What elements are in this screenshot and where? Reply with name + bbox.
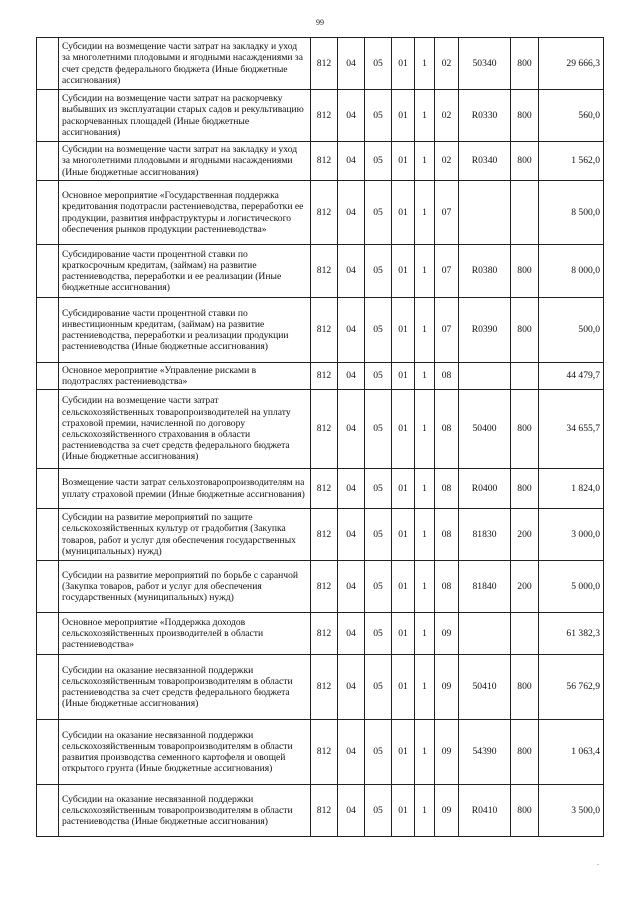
row-code-cell-c6: 08 <box>435 390 459 469</box>
row-blank-cell <box>37 142 59 181</box>
row-amount-cell: 3 500,0 <box>539 785 604 837</box>
row-code-cell-c5: 1 <box>415 245 435 298</box>
row-code-cell-c8: 800 <box>511 298 539 363</box>
row-code-cell-c2: 04 <box>338 363 365 390</box>
row-code-cell-c4: 01 <box>392 142 415 181</box>
row-code-cell-c2: 04 <box>338 655 365 720</box>
row-code-cell-c5: 1 <box>415 142 435 181</box>
row-code-cell-c8 <box>511 363 539 390</box>
row-blank-cell <box>37 613 59 655</box>
row-code-cell-c1: 812 <box>311 90 338 142</box>
row-code-cell-c6: 08 <box>435 509 459 561</box>
row-code-cell-c6: 09 <box>435 655 459 720</box>
row-code-cell-c2: 04 <box>338 245 365 298</box>
row-code-cell-c4: 01 <box>392 298 415 363</box>
row-code-cell-c8: 800 <box>511 245 539 298</box>
table-row <box>37 561 604 613</box>
table-row <box>37 245 604 298</box>
row-code-cell-c6: 09 <box>435 785 459 837</box>
row-blank-cell <box>37 561 59 613</box>
row-code-cell-c4: 01 <box>392 509 415 561</box>
row-code-cell-c1: 812 <box>311 785 338 837</box>
row-name-cell: Основное мероприятие «Государственная поддержка кредитования подотрасли растениеводства, переработки ее продукции, развития инфраструктуры и логистического обеспечения рынков продукции растениеводства» <box>59 181 311 245</box>
row-blank-cell <box>37 90 59 142</box>
row-amount-cell: 560,0 <box>539 90 604 142</box>
row-code-cell-c3: 05 <box>365 785 392 837</box>
row-code-cell-c8 <box>511 181 539 245</box>
row-code-cell-c5: 1 <box>415 363 435 390</box>
table-row <box>37 390 604 469</box>
row-code-cell-c2: 04 <box>338 613 365 655</box>
row-amount-cell: 1 562,0 <box>539 142 604 181</box>
row-code-cell-c6: 08 <box>435 469 459 509</box>
row-code-cell-c2: 04 <box>338 561 365 613</box>
row-code-cell-c3: 05 <box>365 181 392 245</box>
row-blank-cell <box>37 469 59 509</box>
row-code-cell-c3: 05 <box>365 561 392 613</box>
row-code-cell-c8: 800 <box>511 390 539 469</box>
row-code-cell-c7: R0340 <box>459 142 511 181</box>
row-code-cell-c7 <box>459 363 511 390</box>
row-code-cell-c1: 812 <box>311 181 338 245</box>
row-code-cell-c4: 01 <box>392 613 415 655</box>
row-amount-cell: 8 500,0 <box>539 181 604 245</box>
row-code-cell-c8: 800 <box>511 655 539 720</box>
row-code-cell-c1: 812 <box>311 469 338 509</box>
row-code-cell-c4: 01 <box>392 38 415 90</box>
row-code-cell-c6: 07 <box>435 181 459 245</box>
row-code-cell-c3: 05 <box>365 613 392 655</box>
row-code-cell-c3: 05 <box>365 720 392 785</box>
row-code-cell-c4: 01 <box>392 561 415 613</box>
row-blank-cell <box>37 38 59 90</box>
row-code-cell-c2: 04 <box>338 38 365 90</box>
row-name-cell: Основное мероприятие «Поддержка доходов сельскохозяйственных производителей в области растениеводства» <box>59 613 311 655</box>
row-code-cell-c8: 800 <box>511 720 539 785</box>
row-blank-cell <box>37 181 59 245</box>
row-code-cell-c7 <box>459 613 511 655</box>
row-code-cell-c6: 02 <box>435 90 459 142</box>
row-code-cell-c3: 05 <box>365 90 392 142</box>
row-code-cell-c8: 200 <box>511 509 539 561</box>
row-name-cell: Субсидии на оказание несвязанной поддержки сельскохозяйственным товаропроизводителям в области развития производства семенного картофеля и овощей открытого грунта (Иные бюджетные ассигнования) <box>59 720 311 785</box>
table-row <box>37 363 604 390</box>
row-code-cell-c5: 1 <box>415 469 435 509</box>
table-row <box>37 785 604 837</box>
row-code-cell-c5: 1 <box>415 181 435 245</box>
row-code-cell-c7 <box>459 181 511 245</box>
row-code-cell-c8: 800 <box>511 469 539 509</box>
row-blank-cell <box>37 509 59 561</box>
row-amount-cell: 29 666,3 <box>539 38 604 90</box>
row-blank-cell <box>37 785 59 837</box>
row-code-cell-c5: 1 <box>415 720 435 785</box>
row-code-cell-c3: 05 <box>365 390 392 469</box>
row-code-cell-c6: 02 <box>435 142 459 181</box>
row-name-cell: Субсидии на возмещение части затрат на раскорчевку выбывших из эксплуатации старых садов и рекультивацию раскорчеванных площадей (Иные бюджетные ассигнования) <box>59 90 311 142</box>
row-amount-cell: 500,0 <box>539 298 604 363</box>
row-code-cell-c1: 812 <box>311 390 338 469</box>
row-code-cell-c1: 812 <box>311 298 338 363</box>
row-code-cell-c7: 81830 <box>459 509 511 561</box>
table-row <box>37 38 604 90</box>
row-code-cell-c2: 04 <box>338 90 365 142</box>
budget-table <box>36 37 604 837</box>
row-code-cell-c5: 1 <box>415 90 435 142</box>
row-code-cell-c7: 50400 <box>459 390 511 469</box>
table-row <box>37 655 604 720</box>
row-code-cell-c4: 01 <box>392 720 415 785</box>
row-code-cell-c2: 04 <box>338 469 365 509</box>
row-code-cell-c1: 812 <box>311 613 338 655</box>
row-code-cell-c2: 04 <box>338 142 365 181</box>
row-code-cell-c8: 200 <box>511 561 539 613</box>
row-code-cell-c7: 54390 <box>459 720 511 785</box>
row-name-cell: Основное мероприятие «Управление рисками в подотраслях растениеводства» <box>59 363 311 390</box>
row-code-cell-c2: 04 <box>338 390 365 469</box>
row-code-cell-c3: 05 <box>365 469 392 509</box>
row-code-cell-c7: R0400 <box>459 469 511 509</box>
row-code-cell-c4: 01 <box>392 655 415 720</box>
row-code-cell-c2: 04 <box>338 298 365 363</box>
row-name-cell: Субсидии на возмещение части затрат сельскохозяйственных товаропроизводителей на уплату страховой премии, начисленной по договору сельскохозяйственного страхования в области растениеводства за счет средств федерального бюджета (Иные бюджетные ассигнования) <box>59 390 311 469</box>
row-amount-cell: 44 479,7 <box>539 363 604 390</box>
row-code-cell-c5: 1 <box>415 390 435 469</box>
row-code-cell-c4: 01 <box>392 363 415 390</box>
row-code-cell-c7: R0410 <box>459 785 511 837</box>
row-code-cell-c2: 04 <box>338 181 365 245</box>
row-blank-cell <box>37 720 59 785</box>
row-code-cell-c7: R0390 <box>459 298 511 363</box>
page-number: 99 <box>316 18 324 27</box>
row-code-cell-c5: 1 <box>415 613 435 655</box>
row-code-cell-c5: 1 <box>415 785 435 837</box>
row-amount-cell: 56 762,9 <box>539 655 604 720</box>
row-code-cell-c1: 812 <box>311 561 338 613</box>
row-code-cell-c4: 01 <box>392 181 415 245</box>
row-amount-cell: 61 382,3 <box>539 613 604 655</box>
row-code-cell-c2: 04 <box>338 720 365 785</box>
row-code-cell-c8: 800 <box>511 38 539 90</box>
row-code-cell-c8: 800 <box>511 142 539 181</box>
row-code-cell-c3: 05 <box>365 298 392 363</box>
row-blank-cell <box>37 363 59 390</box>
row-code-cell-c6: 07 <box>435 245 459 298</box>
row-code-cell-c4: 01 <box>392 785 415 837</box>
row-code-cell-c2: 04 <box>338 785 365 837</box>
row-name-cell: Субсидирование части процентной ставки по краткосрочным кредитам, (займам) на развитие растениеводства, переработки и ее реализации (Иные бюджетные ассигнования) <box>59 245 311 298</box>
table-row <box>37 720 604 785</box>
row-code-cell-c6: 09 <box>435 720 459 785</box>
row-blank-cell <box>37 390 59 469</box>
row-code-cell-c2: 04 <box>338 509 365 561</box>
row-name-cell: Субсидии на возмещение части затрат на закладку и уход за многолетними плодовыми и ягодными насаждениями (Иные бюджетные ассигнования) <box>59 142 311 181</box>
row-name-cell: Субсидии на возмещение части затрат на закладку и уход за многолетними плодовыми и ягодными насаждениями за счет средств федерального бюджета (Иные бюджетные ассигнования) <box>59 38 311 90</box>
row-code-cell-c1: 812 <box>311 245 338 298</box>
row-amount-cell: 8 000,0 <box>539 245 604 298</box>
row-amount-cell: 34 655,7 <box>539 390 604 469</box>
row-code-cell-c6: 08 <box>435 363 459 390</box>
row-code-cell-c6: 09 <box>435 613 459 655</box>
row-amount-cell: 3 000,0 <box>539 509 604 561</box>
row-code-cell-c4: 01 <box>392 245 415 298</box>
row-code-cell-c3: 05 <box>365 38 392 90</box>
table-row <box>37 469 604 509</box>
row-code-cell-c5: 1 <box>415 561 435 613</box>
row-blank-cell <box>37 655 59 720</box>
row-code-cell-c5: 1 <box>415 298 435 363</box>
table-row <box>37 90 604 142</box>
row-code-cell-c4: 01 <box>392 469 415 509</box>
row-code-cell-c1: 812 <box>311 720 338 785</box>
row-amount-cell: 5 000,0 <box>539 561 604 613</box>
row-code-cell-c3: 05 <box>365 509 392 561</box>
row-name-cell: Субсидии на оказание несвязанной поддержки сельскохозяйственным товаропроизводителям в области растениеводства (Иные бюджетные ассигнования) <box>59 785 311 837</box>
row-code-cell-c8 <box>511 613 539 655</box>
row-name-cell: Субсидирование части процентной ставки по инвестиционным кредитам, (займам) на развитие растениеводства, переработки и реализации продукции растениеводства (Иные бюджетные ассигнования) <box>59 298 311 363</box>
row-code-cell-c3: 05 <box>365 245 392 298</box>
row-code-cell-c3: 05 <box>365 655 392 720</box>
row-code-cell-c6: 08 <box>435 561 459 613</box>
row-code-cell-c3: 05 <box>365 142 392 181</box>
row-code-cell-c1: 812 <box>311 142 338 181</box>
row-code-cell-c5: 1 <box>415 38 435 90</box>
row-code-cell-c1: 812 <box>311 655 338 720</box>
row-code-cell-c5: 1 <box>415 509 435 561</box>
row-code-cell-c4: 01 <box>392 390 415 469</box>
row-code-cell-c7: R0380 <box>459 245 511 298</box>
table-row <box>37 613 604 655</box>
row-code-cell-c6: 02 <box>435 38 459 90</box>
row-code-cell-c7: R0330 <box>459 90 511 142</box>
row-name-cell: Субсидии на развитие мероприятий по защите сельскохозяйственных культур от градобития (Закупка товаров, работ и услуг для обеспечения государственных (муниципальных) нужд) <box>59 509 311 561</box>
row-code-cell-c7: 50410 <box>459 655 511 720</box>
row-code-cell-c6: 07 <box>435 298 459 363</box>
row-amount-cell: 1 824,0 <box>539 469 604 509</box>
row-code-cell-c7: 81840 <box>459 561 511 613</box>
table-row <box>37 298 604 363</box>
row-code-cell-c7: 50340 <box>459 38 511 90</box>
row-code-cell-c8: 800 <box>511 785 539 837</box>
row-amount-cell: 1 063,4 <box>539 720 604 785</box>
table-row <box>37 181 604 245</box>
row-code-cell-c1: 812 <box>311 509 338 561</box>
row-name-cell: Субсидии на оказание несвязанной поддержки сельскохозяйственным товаропроизводителям в области растениеводства за счет средств федерального бюджета (Иные бюджетные ассигнования) <box>59 655 311 720</box>
row-code-cell-c1: 812 <box>311 38 338 90</box>
row-blank-cell <box>37 245 59 298</box>
row-name-cell: Возмещение части затрат сельхозтоваропроизводителям на уплату страховой премии (Иные бюджетные ассигнования) <box>59 469 311 509</box>
row-code-cell-c8: 800 <box>511 90 539 142</box>
corner-mark: . <box>597 858 599 867</box>
row-blank-cell <box>37 298 59 363</box>
row-code-cell-c3: 05 <box>365 363 392 390</box>
row-name-cell: Субсидии на развитие мероприятий по борьбе с саранчой (Закупка товаров, работ и услуг для обеспечения государственных (муниципальных) нужд) <box>59 561 311 613</box>
table-row <box>37 509 604 561</box>
table-row <box>37 142 604 181</box>
row-code-cell-c1: 812 <box>311 363 338 390</box>
row-code-cell-c5: 1 <box>415 655 435 720</box>
row-code-cell-c4: 01 <box>392 90 415 142</box>
